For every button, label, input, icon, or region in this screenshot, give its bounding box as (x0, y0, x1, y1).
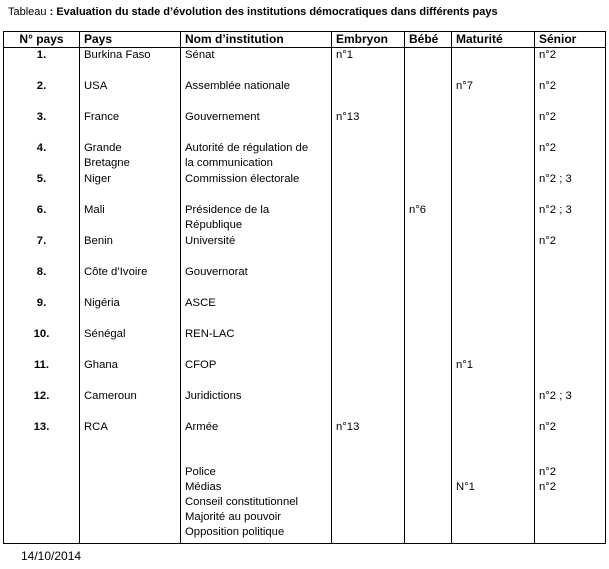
cell-line: Sénégal (84, 328, 126, 340)
cell-institution (181, 358, 332, 389)
cell-pays (80, 420, 181, 451)
header-pays: Pays (80, 32, 181, 48)
cell-senior (535, 358, 606, 389)
cell-line: Commission électorale (185, 173, 300, 185)
cell-line: Autorité de régulation de (185, 142, 309, 154)
cell-bebe (405, 420, 452, 451)
cell-line: Juridictions (185, 390, 242, 402)
cell-line: n°2 (539, 481, 557, 493)
cell-senior (535, 327, 606, 358)
institutions-table (3, 31, 606, 544)
cell-bebe (405, 48, 452, 80)
cell-line: n°13 (336, 111, 360, 123)
cell-embryon (332, 296, 405, 327)
cell-pays (80, 358, 181, 389)
table-row (4, 327, 606, 358)
cell-embryon (332, 141, 405, 172)
cell-line: Gouvernorat (185, 266, 248, 278)
cell-line: Gouvernement (185, 111, 260, 123)
cell-embryon (332, 79, 405, 110)
table-row (4, 358, 606, 389)
cell-senior (535, 79, 606, 110)
cell-pays (80, 141, 181, 172)
header-num: N° pays (4, 32, 80, 48)
cell-line: N°1 (456, 481, 475, 493)
cell-bebe (405, 172, 452, 203)
cell-line: n°2 (539, 235, 557, 247)
cell-maturite (452, 265, 535, 296)
cell-num (4, 451, 80, 544)
cell-bebe (405, 234, 452, 265)
cell-line: Cameroun (84, 390, 137, 402)
cell-maturite (452, 327, 535, 358)
cell-line: Conseil constitutionnel (185, 496, 299, 508)
cell-pays (80, 110, 181, 141)
cell-line: France (84, 111, 120, 123)
cell-line: n°1 (456, 359, 474, 371)
cell-line: République (185, 219, 243, 231)
table-row (4, 296, 606, 327)
cell-line: Burkina Faso (84, 49, 151, 61)
cell-line: CFOP (185, 359, 217, 371)
cell-line: n°7 (456, 80, 474, 92)
cell-line: n°2 (539, 466, 557, 478)
cell-num: 4. (4, 141, 80, 172)
cell-institution (181, 451, 332, 544)
table-row (4, 389, 606, 420)
cell-line: Armée (185, 421, 219, 433)
cell-maturite (452, 358, 535, 389)
cell-pays (80, 327, 181, 358)
cell-bebe (405, 358, 452, 389)
table-row (4, 110, 606, 141)
cell-line: RCA (84, 421, 108, 433)
cell-line: Présidence de la (185, 204, 270, 216)
cell-line: n°6 (409, 204, 427, 216)
cell-num: 12. (4, 389, 80, 420)
cell-embryon (332, 420, 405, 451)
cell-embryon (332, 327, 405, 358)
cell-institution (181, 110, 332, 141)
cell-maturite (452, 203, 535, 234)
cell-line: n°2 (539, 80, 557, 92)
cell-line: n°2 ; 3 (539, 173, 572, 185)
cell-maturite (452, 141, 535, 172)
cell-line: n°2 (539, 111, 557, 123)
table-row (4, 48, 606, 80)
cell-line: Majorité au pouvoir (185, 511, 282, 523)
cell-bebe (405, 141, 452, 172)
cell-senior (535, 296, 606, 327)
cell-embryon (332, 451, 405, 544)
header-row (4, 32, 606, 48)
header-senior: Sénior (535, 32, 606, 48)
cell-maturite (452, 172, 535, 203)
cell-line: Côte d’Ivoire (84, 266, 148, 278)
cell-pays (80, 296, 181, 327)
cell-embryon (332, 265, 405, 296)
cell-pays (80, 79, 181, 110)
cell-embryon (332, 203, 405, 234)
cell-num: 8. (4, 265, 80, 296)
cell-institution (181, 420, 332, 451)
cell-institution (181, 203, 332, 234)
cell-line: n°2 ; 3 (539, 204, 572, 216)
cell-institution (181, 234, 332, 265)
cell-bebe (405, 203, 452, 234)
cell-senior (535, 141, 606, 172)
cell-bebe (405, 327, 452, 358)
cell-embryon (332, 172, 405, 203)
cell-line (456, 465, 530, 480)
cell-line: n°2 (539, 142, 557, 154)
cell-line: Police (185, 466, 216, 478)
cell-senior (535, 110, 606, 141)
cell-num: 2. (4, 79, 80, 110)
cell-line: Nigéria (84, 297, 120, 309)
cell-bebe (405, 79, 452, 110)
cell-pays (80, 172, 181, 203)
cell-line: n°2 (539, 49, 557, 61)
cell-line: Grande (84, 142, 122, 154)
cell-pays (80, 389, 181, 420)
cell-senior (535, 203, 606, 234)
cell-senior (535, 234, 606, 265)
cell-embryon (332, 110, 405, 141)
caption-title: : Evaluation du stade d’évolution des institutions démocratiques dans différents pays (49, 6, 498, 18)
cell-pays (80, 234, 181, 265)
cell-senior (535, 48, 606, 80)
cell-num: 9. (4, 296, 80, 327)
cell-maturite (452, 451, 535, 544)
cell-line: n°2 ; 3 (539, 390, 572, 402)
cell-line: USA (84, 80, 108, 92)
cell-embryon (332, 389, 405, 420)
cell-bebe (405, 451, 452, 544)
cell-maturite (452, 389, 535, 420)
cell-line: Benin (84, 235, 113, 247)
table-row (4, 420, 606, 451)
cell-maturite (452, 79, 535, 110)
cell-line: Ghana (84, 359, 118, 371)
cell-maturite (452, 420, 535, 451)
cell-senior (535, 389, 606, 420)
cell-line: Opposition politique (185, 526, 285, 538)
cell-pays (80, 203, 181, 234)
table-row (4, 265, 606, 296)
cell-line: Mali (84, 204, 105, 216)
header-maturite: Maturité (452, 32, 535, 48)
table-row (4, 234, 606, 265)
cell-maturite (452, 110, 535, 141)
cell-line: Assemblée nationale (185, 80, 290, 92)
header-institution: Nom d’institution (181, 32, 332, 48)
cell-embryon (332, 48, 405, 80)
cell-pays (80, 48, 181, 80)
cell-bebe (405, 296, 452, 327)
cell-num: 13. (4, 420, 80, 451)
cell-num: 7. (4, 234, 80, 265)
cell-line: ASCE (185, 297, 216, 309)
cell-bebe (405, 265, 452, 296)
table-row (4, 172, 606, 203)
cell-num: 3. (4, 110, 80, 141)
cell-senior (535, 265, 606, 296)
cell-line: n°13 (336, 421, 360, 433)
cell-line: Médias (185, 481, 222, 493)
cell-bebe (405, 110, 452, 141)
cell-num: 10. (4, 327, 80, 358)
cell-embryon (332, 234, 405, 265)
cell-num: 11. (4, 358, 80, 389)
cell-institution (181, 327, 332, 358)
cell-institution (181, 296, 332, 327)
cell-line: n°1 (336, 49, 354, 61)
cell-line: Niger (84, 173, 111, 185)
cell-num: 6. (4, 203, 80, 234)
footer-date: 14/10/2014 (21, 549, 82, 563)
header-bebe: Bébé (405, 32, 452, 48)
cell-institution (181, 172, 332, 203)
cell-senior (535, 172, 606, 203)
table-row (4, 203, 606, 234)
cell-senior (535, 420, 606, 451)
cell-institution (181, 48, 332, 80)
cell-institution (181, 265, 332, 296)
table-body (4, 48, 606, 544)
cell-embryon (332, 358, 405, 389)
cell-maturite (452, 48, 535, 80)
table-caption (8, 5, 498, 19)
cell-institution (181, 389, 332, 420)
table-row (4, 141, 606, 172)
cell-line: la communication (185, 157, 273, 169)
cell-line: Sénat (185, 49, 215, 61)
cell-bebe (405, 389, 452, 420)
cell-line: n°2 (539, 421, 557, 433)
cell-num: 1. (4, 48, 80, 80)
cell-maturite (452, 234, 535, 265)
cell-line: Bretagne (84, 157, 130, 169)
cell-maturite (452, 296, 535, 327)
cell-line: REN-LAC (185, 328, 235, 340)
cell-num: 5. (4, 172, 80, 203)
cell-pays (80, 451, 181, 544)
cell-senior (535, 451, 606, 544)
cell-pays (80, 265, 181, 296)
cell-institution (181, 79, 332, 110)
caption-prefix: Tableau (8, 6, 50, 18)
header-embryon: Embryon (332, 32, 405, 48)
cell-institution (181, 141, 332, 172)
table-row (4, 79, 606, 110)
table-row (4, 451, 606, 544)
cell-line: Université (185, 235, 236, 247)
